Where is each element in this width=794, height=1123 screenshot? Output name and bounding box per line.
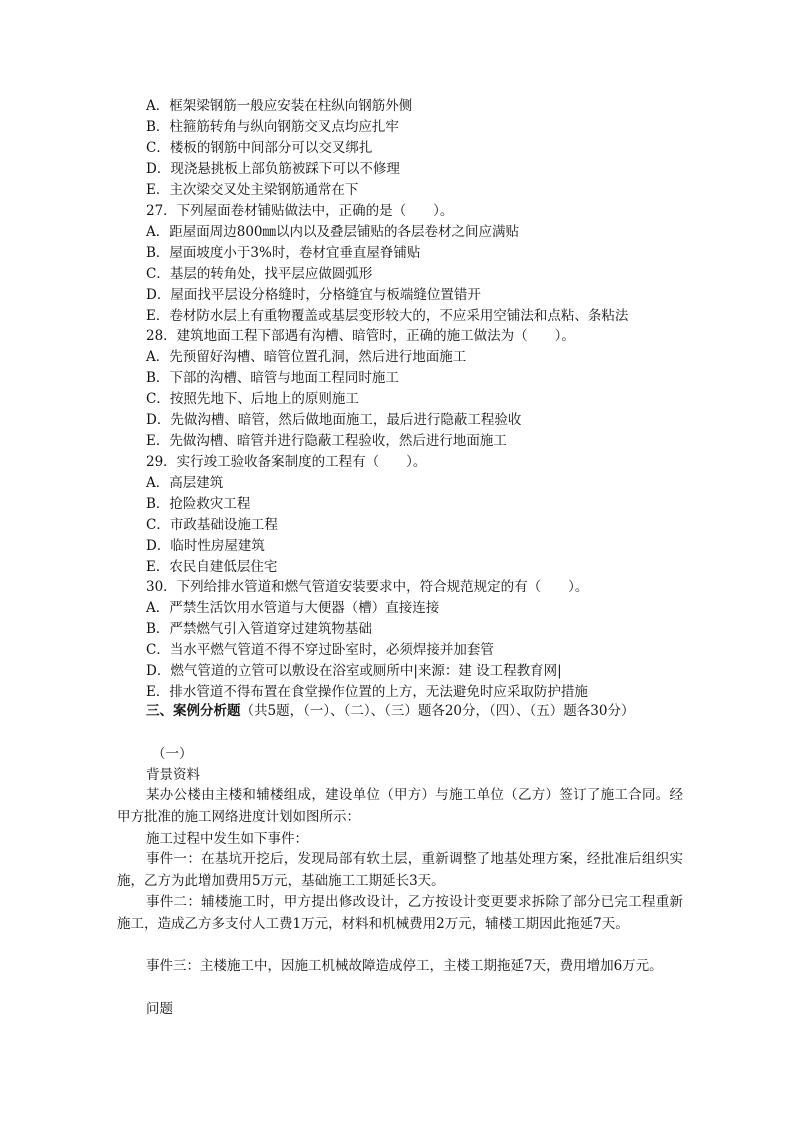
q28-option-b: B．下部的沟槽、暗管与地面工程同时施工	[146, 370, 399, 386]
q28-stem: 28．建筑地面工程下部遇有沟槽、暗管时，正确的施工做法为（ ）。	[146, 328, 575, 344]
q27-option-b: B．屋面坡度小于3%时，卷材宜垂直屋脊铺贴	[146, 245, 421, 261]
case1-event-3: 事件三：主楼施工中，因施工机械故障造成停工，主楼工期拖延7天，费用增加6万元。	[146, 958, 663, 974]
q28-option-c: C．按照先地下、后地上的原则施工	[146, 391, 359, 407]
q26-option-e: E．主次梁交叉处主梁钢筋通常在下	[146, 182, 359, 198]
case1-background-heading: 背景资料	[146, 767, 200, 783]
case1-intro: 某办公楼由主楼和辅楼组成，建设单位（甲方）与施工单位（乙方）签订了施工合同。经甲方批准的施工网络进度计划如图所示：	[117, 787, 683, 825]
q29-option-b: B．抢险救灾工程	[146, 496, 251, 512]
section3-heading	[117, 701, 683, 723]
case1-event-1: 事件一：在基坑开挖后，发现局部有软土层，重新调整了地基处理方案，经批准后组织实施，乙方为此增加费用5万元，基础施工工期延长3天。	[117, 851, 683, 889]
q29-stem: 29．实行竣工验收备案制度的工程有（ ）。	[146, 454, 427, 470]
q29-option-e: E．农民自建低层住宅	[146, 559, 278, 575]
case1-question-heading: 问题	[146, 1001, 173, 1017]
q28-option-a: A．先预留好沟槽、暗管位置孔洞，然后进行地面施工	[146, 349, 467, 365]
q30-option-b: B．严禁燃气引入管道穿过建筑物基础	[146, 621, 372, 637]
q29-option-c: C．市政基础设施工程	[146, 517, 278, 533]
q27-option-c: C．基层的转角处，找平层应做圆弧形	[146, 266, 373, 282]
case1-events-intro: 施工过程中发生如下事件：	[146, 831, 308, 847]
q28-option-d: D．先做沟槽、暗管，然后做地面施工，最后进行隐蔽工程验收	[146, 412, 522, 428]
case1-event-2: 事件二：辅楼施工时，甲方提出修改设计，乙方按设计变更要求拆除了部分已完工程重新施工，造成乙方多支付人工费1万元，材料和机械费用2万元，辅楼工期因此拖延7天。	[117, 894, 683, 932]
q30-option-e: E．排水管道不得布置在食堂操作位置的上方，无法避免时应采取防护措施	[146, 684, 588, 700]
q27-option-e: E．卷材防水层上有重物覆盖或基层变形较大的，不应采用空铺法和点粘、条粘法	[146, 308, 629, 324]
q29-option-d: D．临时性房屋建筑	[146, 538, 265, 554]
q26-option-d: D．现浇悬挑板上部负筋被踩下可以不修理	[146, 161, 400, 177]
section3-note: （共5题，（一）、（二）、（三）题各20分，（四）、（五）题各30分）	[240, 703, 635, 719]
section3-number: 三、	[146, 703, 173, 719]
q29-option-a: A．高层建筑	[146, 475, 224, 491]
q27-option-a: A．距屋面周边800㎜以内以及叠层铺贴的各层卷材之间应满贴	[146, 224, 520, 240]
q30-option-c: C．当水平燃气管道不得不穿过卧室时，必须焊接并加套管	[146, 642, 494, 658]
q28-option-e: E．先做沟槽、暗管并进行隐蔽工程验收，然后进行地面施工	[146, 433, 507, 449]
q30-stem: 30．下列给排水管道和燃气管道安装要求中，符合规范规定的有（ ）。	[146, 579, 589, 595]
q26-option-c: C．楼板的钢筋中间部分可以交叉绑扎	[146, 140, 373, 156]
section3-title: 案例分析题	[173, 703, 241, 719]
q30-option-a: A．严禁生活饮用水管道与大便器（槽）直接连接	[146, 600, 440, 616]
case1-label: （一）	[152, 746, 193, 762]
q26-option-a: A．框架梁钢筋一般应安装在柱纵向钢筋外侧	[146, 98, 413, 114]
q30-option-d: D．燃气管道的立管可以敷设在浴室或厕所中|来源：建 设工程教育网|	[146, 663, 562, 679]
q26-option-b: B．柱箍筋转角与纵向钢筋交叉点均应扎牢	[146, 119, 399, 135]
q27-stem: 27．下列屋面卷材铺贴做法中，正确的是（ ）。	[146, 203, 454, 219]
q27-option-d: D．屋面找平层设分格缝时，分格缝宜与板端缝位置错开	[146, 287, 481, 303]
